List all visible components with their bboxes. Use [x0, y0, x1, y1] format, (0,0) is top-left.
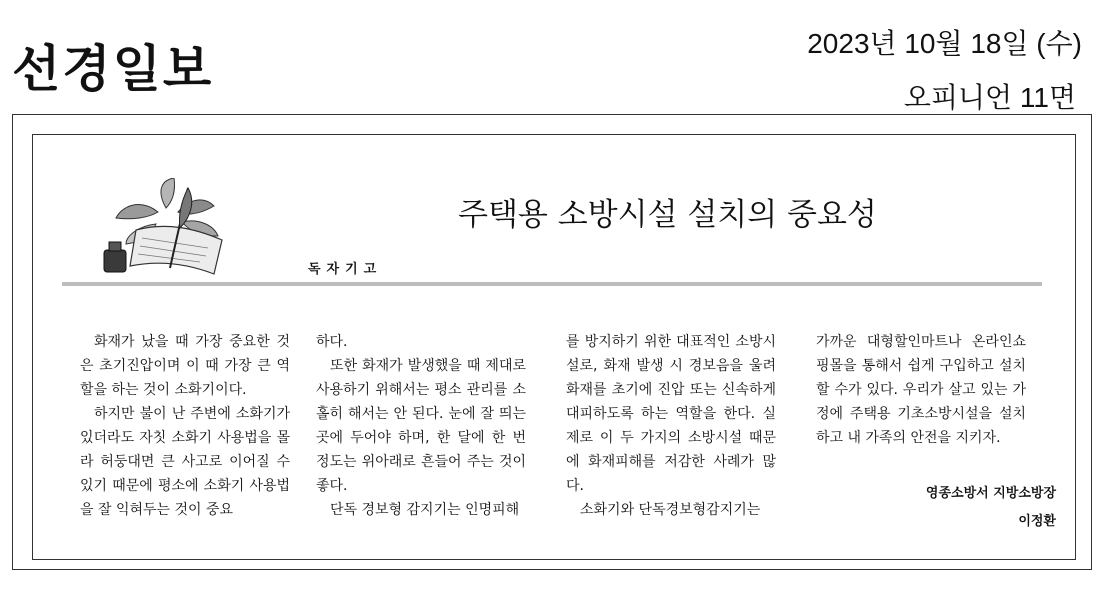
headline-divider: [62, 282, 1042, 286]
article-headline: 주택용 소방시설 설치의 중요성: [458, 197, 877, 233]
publication-date: 2023년 10월 18일 (수): [807, 28, 1082, 59]
article-paragraph: 하지만 불이 난 주변에 소화기가 있더라도 자칫 소화기 사용법을 몰라 허둥대면 큰 사고로 이어질 수 있기 때문에 평소에 소화기 사용법을 잘 익혀두는 것이 중요: [80, 406, 290, 518]
article-column-4: [816, 330, 1026, 450]
section-page-label: 오피니언 11면: [903, 82, 1076, 113]
article-paragraph: 가까운 대형할인마트나 온라인쇼핑몰을 통해서 쉽게 구입하고 설치할 수가 있다. 우리가 살고 있는 가정에 주택용 기초소방시설을 설치하고 내 가족의 안전을 지키자.: [816, 334, 1026, 446]
article-column-2: [316, 330, 526, 522]
author-name: 이정환: [1018, 514, 1056, 529]
article-paragraph: 단독 경보형 감지기는 인명피해: [330, 502, 520, 518]
article-paragraph: 또한 화재가 발생했을 때 제대로 사용하기 위해서는 평소 관리를 소홀히 해서는 안 된다. 눈에 잘 띄는 곳에 두어야 하며, 한 달에 한 번 정도는 위아래로 흔들어 주는 것이 좋다.: [316, 358, 526, 494]
quill-scroll-inkwell-icon: [96, 178, 246, 278]
section-label: 독자기고: [308, 262, 383, 277]
newspaper-masthead: 선경일보: [12, 39, 214, 98]
article-paragraph: 소화기와 단독경보형감지기는: [580, 502, 761, 518]
article-paragraph: 화재가 났을 때 가장 중요한 것은 초기진압이며 이 때 가장 큰 역할을 하는 것이 소화기이다.: [80, 334, 290, 398]
article-paragraph: 를 방지하기 위한 대표적인 소방시설로, 화재 발생 시 경보음을 울려 화재를 초기에 진압 또는 신속하게 대피하도록 하는 역할을 한다. 실제로 이 두 가지의 소방시설 때문에 화재피해를 저감한 사례가 많다.: [566, 334, 776, 494]
article-column-3: [566, 330, 776, 522]
article-column-1: [80, 330, 290, 522]
author-affiliation: 영종소방서 지방소방장: [925, 486, 1056, 501]
article-paragraph: 하다.: [316, 334, 348, 350]
